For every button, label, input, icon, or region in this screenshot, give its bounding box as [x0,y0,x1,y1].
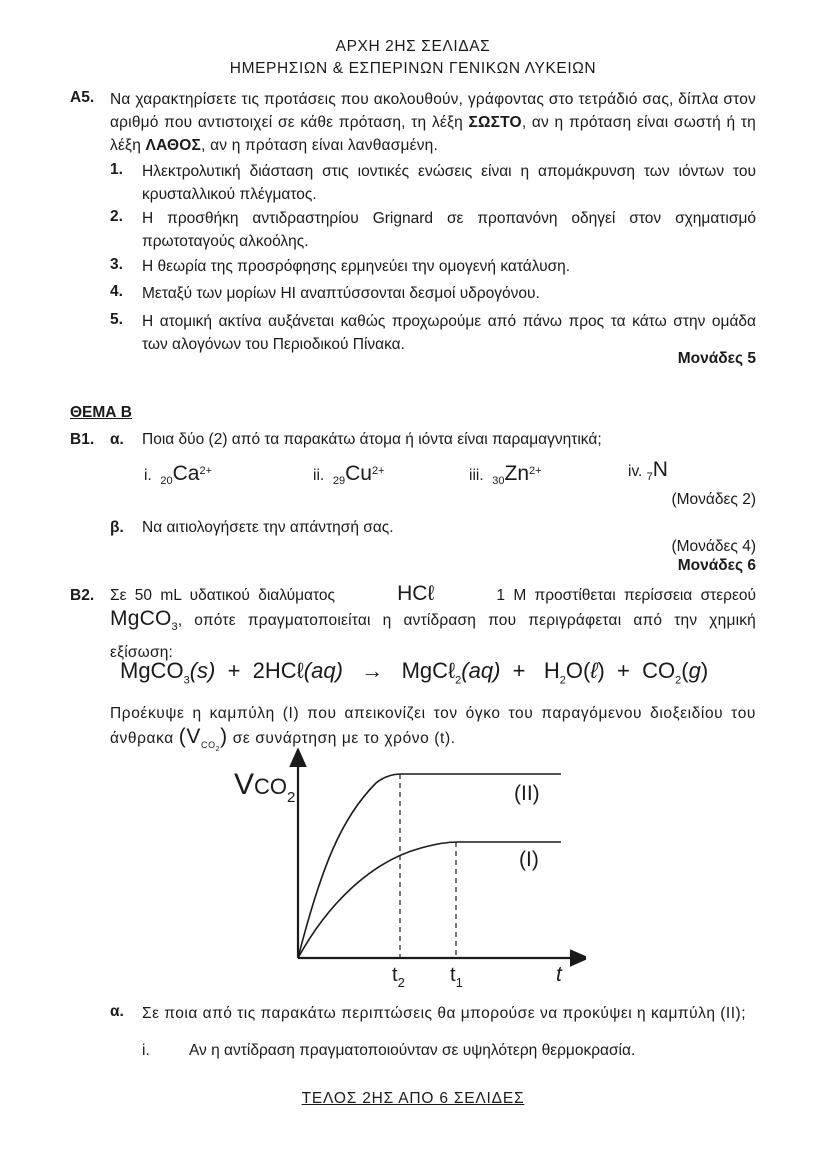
b1-total-marks: Μονάδες 6 [677,557,756,574]
b2-part-a-text: Σε ποια από τις παρακάτω περιπτώσεις θα μπορούσε να προκύψει η καμπύλη (ΙΙ); [142,1005,746,1022]
a5-item-number: 3. [110,256,123,273]
b1-part-b-text: Να αιτιολογήσετε την απάντησή σας. [142,519,394,536]
page-footer: ΤΕΛΟΣ 2ΗΣ ΑΠΟ 6 ΣΕΛΙΔΕΣ [301,1090,525,1107]
b1-part-a-label: α. [110,431,124,448]
option-ca: i. $_{20}Ca^{2+}$ [144,462,213,488]
a5-marks: Μονάδες 5 [677,350,756,367]
b1-part-a-text: Ποια δύο (2) από τα παρακάτω άτομα ή ιόντα είναι παραμαγνητικά; [142,431,602,448]
question-b2-label: Β2. [70,587,95,604]
b2-description: Προέκυψε η καμπύλη (Ι) που απεικονίζει τον όγκο του παραγόμενου διοξειδίου του άνθρακα $(V_{CO_2})$ σε συνάρτηση με το χρόνο (t). [110,705,756,753]
option-n: iv. $_7$N [628,458,668,484]
curve-ii-label: (II) [514,782,540,805]
page-header-line2: ΗΜΕΡΗΣΙΩΝ & ΕΣΠΕΡΙΝΩΝ ΓΕΝΙΚΩΝ ΛΥΚΕΙΩΝ [229,60,597,77]
a5-item-number: 2. [110,208,123,225]
b2-line2: MgCO$_3$, οπότε πραγματοποιείται η αντίδραση που περιγράφεται από την χημική εξίσωση: [110,607,756,662]
option-cu: ii. $_{29}Cu^{2+}$ [313,462,385,488]
y-axis-label: $VCO_2$ [234,768,296,806]
b2-line1: Σε 50 mL υδατικού διαλύματος HCℓ 1 M προστίθεται περίσσεια στερεού [110,582,756,605]
b2-option-i-text: Αν η αντίδραση πραγματοποιούνταν σε υψηλότερη θερμοκρασία. [189,1042,636,1059]
question-a5-intro: Να χαρακτηρίσετε τις προτάσεις που ακολουθούν, γράφοντας στο τετράδιό σας, δίπλα στον αριθμό που αντιστοιχεί σε κάθε πρόταση, τη λέξη ΣΩΣΤΟ, αν η πρόταση είναι σωστή ή τη λέξη ΛΑΘΟΣ, αν η πρόταση είναι λανθασμένη. [110,91,757,154]
section-title: ΘΕΜΑ Β [70,404,132,421]
a5-item-text: Η ατομική ακτίνα αυξάνεται καθώς προχωρούμε από πάνω προς τα κάτω στην ομάδα των αλογόνων του Περιοδικού Πίνακα. [142,313,756,353]
b2-option-i-label: i. [142,1042,150,1059]
x-axis-label: t [556,963,562,986]
t1-label: $t_1$ [450,964,463,990]
volume-time-graph [226,748,586,998]
t2-label: $t_2$ [392,964,405,990]
option-zn: iii. $_{30}Zn^{2+}$ [469,462,542,488]
b1-b-marks: (Μονάδες 4) [671,538,756,555]
a5-item-text: Η θεωρία της προσρόφησης ερμηνεύει την ομογενή κατάλυση. [142,258,571,275]
a5-item-number: 5. [110,311,123,328]
b2-part-a-label: α. [110,1003,124,1020]
b1-part-b-label: β. [110,519,124,536]
question-a5-label: Α5. [70,89,95,106]
a5-item-text: Μεταξύ των μορίων HI αναπτύσσονται δεσμοί υδρογόνου. [142,285,540,302]
a5-item-number: 4. [110,283,123,300]
a5-item-text: Η προσθήκη αντιδραστηρίου Grignard σε προπανόνη οδηγεί στον σχηματισμό πρωτοταγούς αλκοόλης. [142,210,756,250]
chemical-equation: MgCO$_3$(s) + 2HCℓ(aq) → MgCℓ$_2$(aq) + $H_2O(\ell) + CO_2(g)$ [120,658,709,687]
page-header-line1: ΑΡΧΗ 2ΗΣ ΣΕΛΙΔΑΣ [335,38,491,55]
b1-a-marks: (Μονάδες 2) [671,491,756,508]
a5-item-number: 1. [110,161,123,178]
curve-i-label: (I) [519,848,539,871]
a5-item-text: Ηλεκτρολυτική διάσταση στις ιοντικές ενώσεις είναι η απομάκρυνση των ιόντων του κρυσταλλικού πλέγματος. [142,163,756,203]
question-b1-label: Β1. [70,431,95,448]
